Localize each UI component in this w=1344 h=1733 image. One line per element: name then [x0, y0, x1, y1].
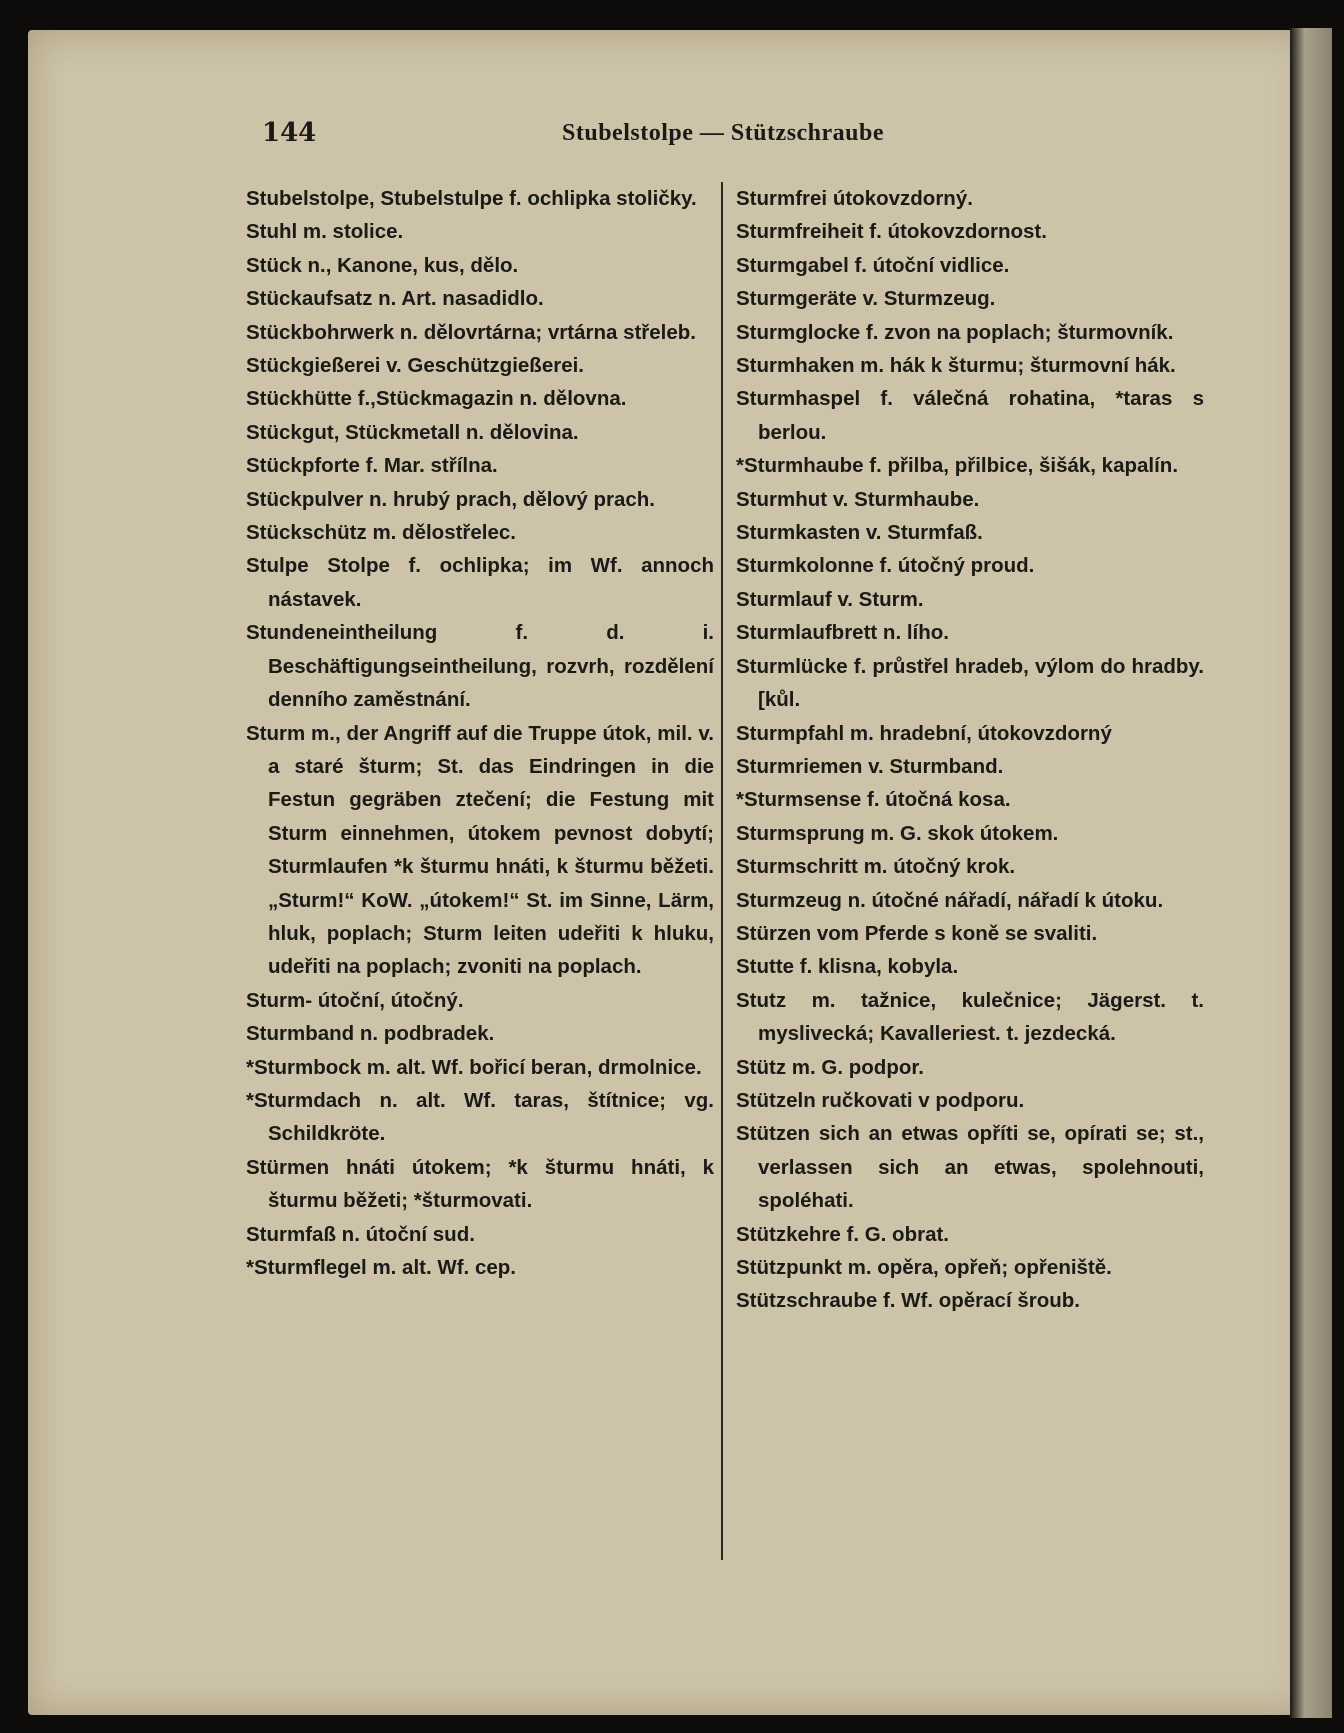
dictionary-entry: Stubelstolpe, Stubelstulpe f. ochlipka stoličky.: [246, 187, 697, 210]
dictionary-entry: *Sturmdach n. alt. Wf. taras, štítnice; vg. Schildkröte.: [246, 1088, 714, 1146]
dictionary-entry: Sturmfreiheit f. útokovzdornost.: [736, 220, 1047, 244]
dictionary-entry: Sturmschritt m. útočný krok.: [736, 855, 1016, 879]
dictionary-entry: Stützen sich an etwas opříti se, opírati se; st., verlassen sich an etwas, spolehnouti, spoléhati.: [736, 1122, 1204, 1213]
dictionary-entry: Sturmriemen v. Sturmband.: [736, 754, 1004, 778]
dictionary-entry: Sturmhaspel f. válečná rohatina, *taras s berlou.: [736, 387, 1204, 444]
dictionary-entry: Sturmkasten v. Sturmfaß.: [736, 521, 983, 545]
dictionary-entry: Stützeln ručkovati v podporu.: [736, 1088, 1025, 1112]
dictionary-entry: Stürmen hnáti útokem; *k šturmu hnáti, k šturmu běžeti; *šturmovati.: [246, 1155, 714, 1213]
dictionary-entry: Stück n., Kanone, kus, dělo.: [246, 253, 519, 277]
dictionary-entry: Stürzen vom Pferde s koně se svaliti.: [736, 921, 1098, 945]
page-title: Stubelstolpe — Stützschraube: [562, 120, 885, 146]
dictionary-entry: Stückpulver n. hrubý prach, dělový prach.: [246, 487, 655, 511]
dictionary-entry: Stützkehre f. G. obrat.: [736, 1222, 949, 1246]
page-header: [262, 118, 1202, 158]
left-column: [246, 182, 714, 1284]
column-divider: [721, 182, 723, 1560]
dictionary-entry: Sturmfrei útokovzdorný.: [736, 187, 973, 210]
page-number: 144: [262, 118, 317, 148]
dictionary-entry: Sturmglocke f. zvon na poplach; šturmovník.: [736, 320, 1174, 344]
dictionary-entry: Sturmkolonne f. útočný proud.: [736, 554, 1035, 578]
right-column: [736, 182, 1204, 1318]
dictionary-entry: *Sturmhaube f. přilba, přilbice, šišák, kapalín.: [736, 454, 1179, 478]
dictionary-entry: Stückbohrwerk n. dělovrtárna; vrtárna střeleb.: [246, 320, 696, 344]
dictionary-entry: Stückpforte f. Mar. střílna.: [246, 454, 498, 478]
dictionary-entry: Sturmlücke f. průstřel hradeb, výlom do hradby. [kůl.: [736, 654, 1204, 712]
dictionary-entry: Sturmpfahl m. hradební, útokovzdorný: [736, 721, 1112, 745]
dictionary-entry: *Sturmflegel m. alt. Wf. cep.: [246, 1256, 516, 1279]
dictionary-entry: Sturmband n. podbradek.: [246, 1022, 495, 1046]
dictionary-entry: Stütz m. G. podpor.: [736, 1055, 924, 1079]
dictionary-entry: *Sturmsense f. útočná kosa.: [736, 788, 1011, 812]
dictionary-entry: Stückschütz m. dělostřelec.: [246, 521, 517, 545]
dictionary-entry: Sturmgabel f. útoční vidlice.: [736, 253, 1010, 277]
dictionary-entry: Sturmlauf v. Sturm.: [736, 587, 924, 611]
dictionary-entry: Stützschraube f. Wf. opěrací šroub.: [736, 1289, 1080, 1313]
dictionary-entry: *Sturmbock m. alt. Wf. bořicí beran, drmolnice.: [246, 1055, 702, 1079]
dictionary-entry: Sturmzeug n. útočné nářadí, nářadí k útoku.: [736, 888, 1164, 912]
dictionary-entry: Stückgießerei v. Geschützgießerei.: [246, 354, 584, 378]
dictionary-entry: Stundeneintheilung f. d. i. Beschäftigungseintheilung, rozvrh, rozdělení denního zaměstnání.: [246, 621, 714, 712]
dictionary-entry: Sturmhaken m. hák k šturmu; šturmovní hák.: [736, 354, 1176, 378]
dictionary-entry: Sturm m., der Angriff auf die Truppe útok, mil. v. a staré šturm; St. das Eindringen in die Festun gegräben ztečení; die Festung mit Sturm einnehmen, útokem pevnost dobytí; Sturmlaufen *k šturmu hnáti, k šturmu běžeti. „Sturm!“ KoW. „útokem!“ St. im Sinne, Lärm, hluk, poplach; Sturm leiten udeřiti k hluku, udeřiti na poplach; zvoniti na poplach.: [246, 721, 714, 979]
dictionary-entry: Stutte f. klisna, kobyla.: [736, 955, 959, 979]
dictionary-entry: Stückaufsatz n. Art. nasadidlo.: [246, 287, 544, 311]
dictionary-entry: Sturmlaufbrett n. lího.: [736, 621, 949, 645]
book-spine: [1290, 28, 1332, 1718]
dictionary-entry: Sturm- útoční, útočný.: [246, 988, 464, 1012]
dictionary-entry: Stulpe Stolpe f. ochlipka; im Wf. annoch nástavek.: [246, 554, 714, 611]
dictionary-entry: Stückgut, Stückmetall n. dělovina.: [246, 420, 579, 444]
dictionary-entry: Sturmsprung m. G. skok útokem.: [736, 821, 1059, 845]
dictionary-entry: Sturmgeräte v. Sturmzeug.: [736, 287, 996, 311]
dictionary-entry: Sturmfaß n. útoční sud.: [246, 1222, 475, 1246]
dictionary-entry: Stutz m. tažnice, kulečnice; Jägerst. t. myslivecká; Kavalleriest. t. jezdecká.: [736, 988, 1204, 1046]
dictionary-entry: Stückhütte f.,Stückmagazin n. dělovna.: [246, 387, 627, 411]
dictionary-entry: Stützpunkt m. opěra, opřeň; opřeniště.: [736, 1256, 1112, 1279]
dictionary-entry: Sturmhut v. Sturmhaube.: [736, 487, 980, 511]
dictionary-entry: Stuhl m. stolice.: [246, 220, 404, 244]
